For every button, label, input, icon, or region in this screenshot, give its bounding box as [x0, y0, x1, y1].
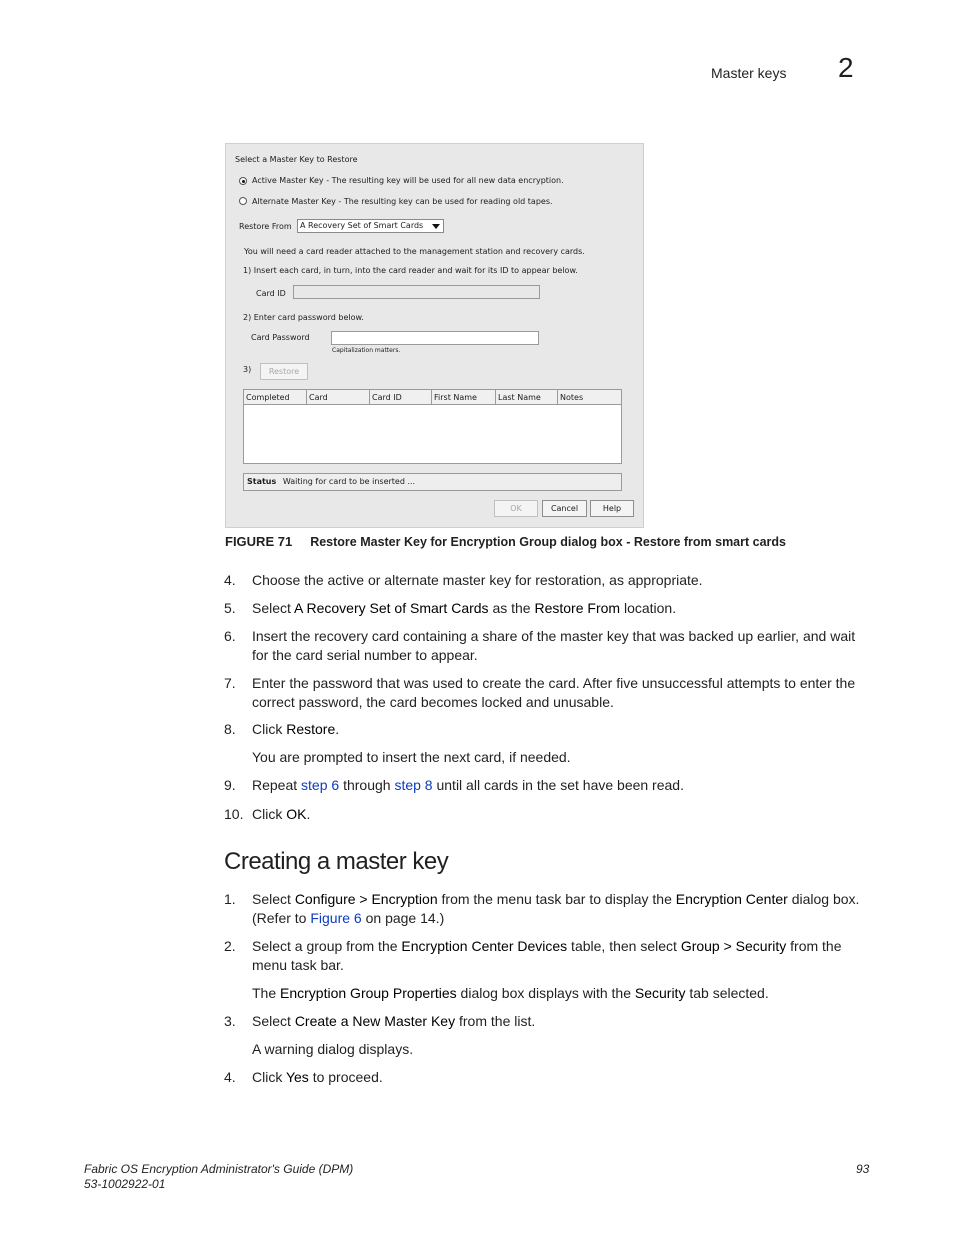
table-header-first-name: First Name: [432, 390, 496, 405]
create-step-3-note: A warning dialog displays.: [252, 1041, 414, 1057]
status-text: Waiting for card to be inserted ...: [282, 477, 416, 486]
step-5-text: Select A Recovery Set of Smart Cards as the Restore From location.: [252, 600, 677, 616]
create-step-4-text: Click Yes to proceed.: [252, 1069, 383, 1085]
create-step-1-text: Select Configure > Encryption from the menu task bar to display the Encryption Center dialog box. (Refer to Figure 6 on page 14.): [252, 891, 860, 926]
card-password-label: Card Password: [251, 333, 310, 342]
status-label: Status: [247, 477, 277, 486]
figure-caption: [225, 534, 786, 549]
chevron-down-icon: [432, 224, 440, 229]
link-figure-6[interactable]: Figure 6: [310, 910, 362, 926]
restore-button[interactable]: Restore: [260, 363, 308, 380]
step-8-num: 8.: [224, 721, 236, 737]
link-step-8[interactable]: step 8: [394, 777, 433, 793]
create-step-2-num: 2.: [224, 938, 236, 954]
create-step-1-num: 1.: [224, 891, 236, 907]
table-header-card-id: Card ID: [370, 390, 432, 405]
restore-master-key-dialog: [225, 143, 644, 528]
info-text: You will need a card reader attached to the management station and recovery cards.: [244, 247, 585, 256]
step-4-text: Choose the active or alternate master key for restoration, as appropriate.: [252, 572, 703, 588]
page-number: 93: [856, 1162, 870, 1176]
cards-table: [243, 389, 622, 464]
step-6-num: 6.: [224, 628, 236, 644]
create-step-3-num: 3.: [224, 1013, 236, 1029]
radio-alternate-label: Alternate Master Key - The resulting key can be used for reading old tapes.: [252, 197, 553, 206]
step1-text: 1) Insert each card, in turn, into the card reader and wait for its ID to appear below.: [243, 266, 578, 275]
create-step-4-num: 4.: [224, 1069, 236, 1085]
step-10-num: 10.: [224, 806, 244, 822]
radio-alternate-master-key[interactable]: [239, 197, 247, 205]
table-header-last-name: Last Name: [496, 390, 558, 405]
figure-label: FIGURE 71: [225, 534, 293, 549]
create-step-3-text: Select Create a New Master Key from the list.: [252, 1013, 536, 1029]
section-heading: Creating a master key: [224, 848, 449, 875]
step-7-text: Enter the password that was used to create the card. After five unsuccessful attempts to enter the correct password, the card becomes locked and unusable.: [252, 675, 856, 710]
radio-active-label: Active Master Key - The resulting key will be used for all new data encryption.: [252, 176, 564, 185]
restore-from-label: Restore From: [239, 222, 292, 231]
step-9-text: Repeat step 6 through step 8 until all cards in the set have been read.: [252, 777, 684, 793]
step-6-text: Insert the recovery card containing a share of the master key that was backed up earlier, and wait for the card serial number to appear.: [252, 628, 856, 663]
table-header-card: Card: [307, 390, 370, 405]
dialog-heading: Select a Master Key to Restore: [235, 155, 358, 164]
footer-title: Fabric OS Encryption Administrator's Guide (DPM): [84, 1162, 354, 1176]
help-button[interactable]: Help: [590, 500, 634, 517]
step-8-text: Click Restore.: [252, 721, 340, 737]
step-8-note: You are prompted to insert the next card, if needed.: [252, 749, 571, 765]
card-id-label: Card ID: [256, 289, 286, 298]
running-header-section: Master keys: [711, 65, 787, 81]
card-password-field[interactable]: [331, 331, 539, 345]
card-id-field: [293, 285, 540, 299]
footer-doc-number: 53-1002922-01: [84, 1177, 166, 1191]
step-9-num: 9.: [224, 777, 236, 793]
step3-text: 3): [243, 365, 252, 374]
ok-button[interactable]: OK: [494, 500, 538, 517]
cancel-button[interactable]: Cancel: [542, 500, 587, 517]
step-4-num: 4.: [224, 572, 236, 588]
restore-from-value: A Recovery Set of Smart Cards: [300, 221, 424, 230]
step-10-text: Click OK.: [252, 806, 311, 822]
footer-doc-info: [84, 1162, 353, 1192]
restore-from-dropdown[interactable]: [297, 219, 444, 233]
create-step-2-text: Select a group from the Encryption Center Devices table, then select Group > Security from the menu task bar.: [252, 938, 842, 973]
step2-text: 2) Enter card password below.: [243, 313, 364, 322]
table-header-completed: Completed: [244, 390, 307, 405]
create-step-2-note: The Encryption Group Properties dialog box displays with the Security tab selected.: [252, 985, 769, 1001]
figure-caption-text: Restore Master Key for Encryption Group dialog box - Restore from smart cards: [310, 535, 786, 549]
capitalization-hint: Capitalization matters.: [332, 347, 401, 354]
step-5-num: 5.: [224, 600, 236, 616]
status-bar: [243, 473, 622, 491]
table-header-notes: Notes: [558, 390, 621, 405]
link-step-6[interactable]: step 6: [301, 777, 340, 793]
radio-active-master-key[interactable]: [239, 177, 247, 185]
chapter-number: 2: [838, 52, 854, 83]
step-7-num: 7.: [224, 675, 236, 691]
